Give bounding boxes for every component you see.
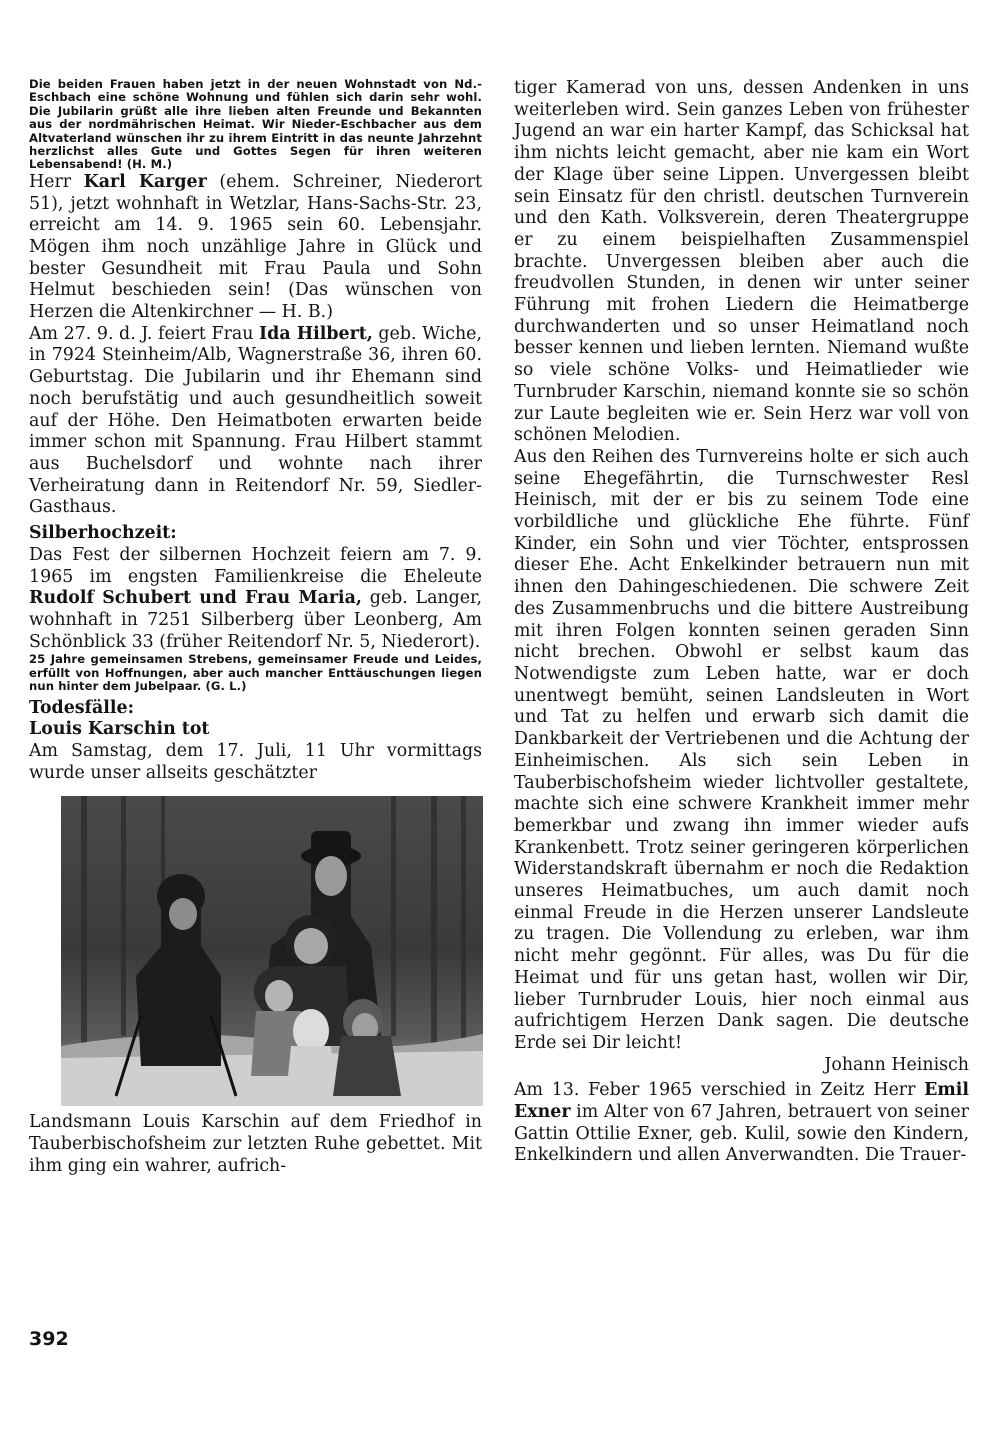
- family-photo: [61, 796, 483, 1106]
- person-name: Rudolf Schubert und Frau Maria,: [29, 588, 362, 609]
- left-column: [29, 78, 482, 1177]
- page-number: 392: [29, 1328, 69, 1350]
- silver-note: 25 Jahre gemeinsamen Strebens, gemeinsamer Freude und Leides, erfüllt von Hoffnungen, aber auch mancher Enttäuschungen liegen nun hinter dem Jubelpaar. (G. L.): [29, 652, 482, 694]
- right-column: [514, 78, 969, 1167]
- karschin-continued: Landsmann Louis Karschin auf dem Friedhof in Tauberbischofsheim zur letzten Ruhe gebettet. Mit ihm ging ein wahrer, aufrich-: [29, 1112, 482, 1176]
- exner-paragraph: [514, 1080, 969, 1167]
- text-run: geb. Wiche, in 7924 Steinheim/Alb, Wagnerstraße 36, ihren 60. Geburtstag. Die Jubilarin und ihr Ehemann sind noch berufstätig und auch gesundheitlich soweit auf der Höhe. Den Heimatboten erwarten beide immer schon mit Spannung. Frau Hilbert stammt aus Buchelsdorf und wohnte nach ihrer Verheiratung dann in Reitendorf Nr. 59, Siedler-Gasthaus.: [29, 323, 482, 518]
- signature: Johann Heinisch: [824, 1054, 969, 1075]
- hilbert-paragraph: [29, 324, 482, 519]
- schubert-paragraph: [29, 545, 482, 654]
- karger-paragraph: [29, 172, 482, 324]
- karschin-heading: Louis Karschin tot: [29, 719, 210, 740]
- text-run: Am 13. Feber 1965 verschied in Zeitz Herr: [514, 1080, 925, 1101]
- karschin-start: Am Samstag, dem 17. Juli, 11 Uhr vormittags wurde unser allseits geschätzter: [29, 740, 482, 783]
- text-run: Am 27. 9. d. J. feiert Frau: [29, 323, 260, 344]
- text-run: im Alter von 67 Jahren, betrauert von seiner Gattin Ottilie Exner, geb. Kulil, sowie den Kindern, Enkelkindern und allen Anverwandten. Die Trauer-: [514, 1102, 969, 1166]
- karschin-paragraph-1: tiger Kamerad von uns, dessen Andenken in uns weiterleben wird. Sein ganzes Leben von frühester Jugend an war ein harter Kampf, das Schicksal hat ihm nichts leicht gemacht, aber nie kam ein Wort der Klage über seine Lippen. Unvergessen bleibt sein Einsatz für den christl. deutschen Turnverein und den Kath. Volksverein, deren Theatergruppe er zu einem beispielhaften Zusammenspiel brachte. Unvergessen bleiben aber auch die freudvollen Stunden, in denen wir unter seiner Führung mit frohen Liedern die Heimatberge durchwanderten und so unser Heimatland noch besser kennen und lieben lernten. Niemand wußte so viele schöne Volks- und Heimatlieder wie Turnbruder Karschin, niemand konnte sie so schön zur Laute begleiten wie er. Sein Herz war voll von schönen Melodien.: [514, 78, 969, 446]
- text-run: Das Fest der silbernen Hochzeit feiern am 7. 9. 1965 im engsten Familienkreise die Eheleute: [29, 544, 482, 587]
- person-name: Ida Hilbert,: [259, 323, 373, 344]
- text-run: geb. Langer, wohnhaft in 7251 Silberberg über Leonberg, Am Schönblick 33 (früher Reitendorf Nr. 5, Niederort).: [29, 588, 482, 652]
- person-name: Emil Exner: [514, 1080, 969, 1123]
- silver-wedding-heading: Silberhochzeit:: [29, 523, 177, 544]
- text-run: (ehem. Schreiner, Niederort 51), jetzt wohnhaft in Wetzlar, Hans-Sachs-Str. 23, erreicht am 14. 9. 1965 sein 60. Lebensjahr. Mögen ihm noch unzählige Jahre in Glück und bester Gesundheit mit Frau Paula und Sohn Helmut beschieden sein! (Das wünschen von Herzen die Altenkirchner — H. B.): [29, 171, 482, 323]
- person-name: Karl Karger: [83, 171, 207, 192]
- karschin-paragraph-2: Aus den Reihen des Turnvereins holte er sich auch seine Ehegefährtin, die Turnschwester Resl Heinisch, mit der er bis zu seinem Tode eine vorbildliche und glückliche Ehe führte. Fünf Kinder, ein Sohn und vier Töchter, entsprossen dieser Ehe. Acht Enkelkinder betrauern nun mit ihnen den Dahingeschiedenen. Die schwere Zeit des Zusammenbruchs und die bittere Austreibung mit ihren Folgen konnten seinen geraden Sinn nicht brechen. Obwohl er selbst kaum das Notwendigste zum Leben hatte, war er doch unentwegt bemüht, seinen Landsleuten in Wort und Tat zu helfen und erwarb sich damit die Dankbarkeit der Vertriebenen und die Achtung der Einheimischen. Als sich sein Leben in Tauberbischofsheim wieder lichtvoller gestaltete, machte sich eine schwere Krankheit immer mehr bemerkbar und zwang ihn immer wieder aufs Krankenbett. Trotz seiner geringeren körperlichen Widerstandskraft übernahm er noch die Redaktion unseres Heimatbuches, um auch damit noch einmal Freude in die Herzen unserer Landsleute zu tragen. Die Vollendung zu erleben, war ihm nicht mehr gegönnt. Für alles, was Du für die Heimat und für uns getan hast, wollen wir Dir, lieber Turnbruder Louis, hier noch einmal aus aufrichtigem Herzen Dank sagen. Die deutsche Erde sei Dir leicht!: [514, 446, 969, 1053]
- deaths-heading: Todesfälle:: [29, 697, 135, 718]
- text-run: Herr: [29, 171, 84, 192]
- intro-note: Die beiden Frauen haben jetzt in der neuen Wohnstadt von Nd.-Eschbach eine schöne Wohnung und fühlen sich darin sehr wohl. Die Jubilarin grüßt alle ihre lieben alten Freunde und Bekannten aus der nordmährischen Heimat. Wir Nieder-Eschbacher aus dem Altvaterland wünschen ihr zu ihrem Eintritt in das neunte Jahrzehnt herzlichst alles Gute und Gottes Segen für ihren weiteren Lebensabend! (H. M.): [29, 77, 482, 172]
